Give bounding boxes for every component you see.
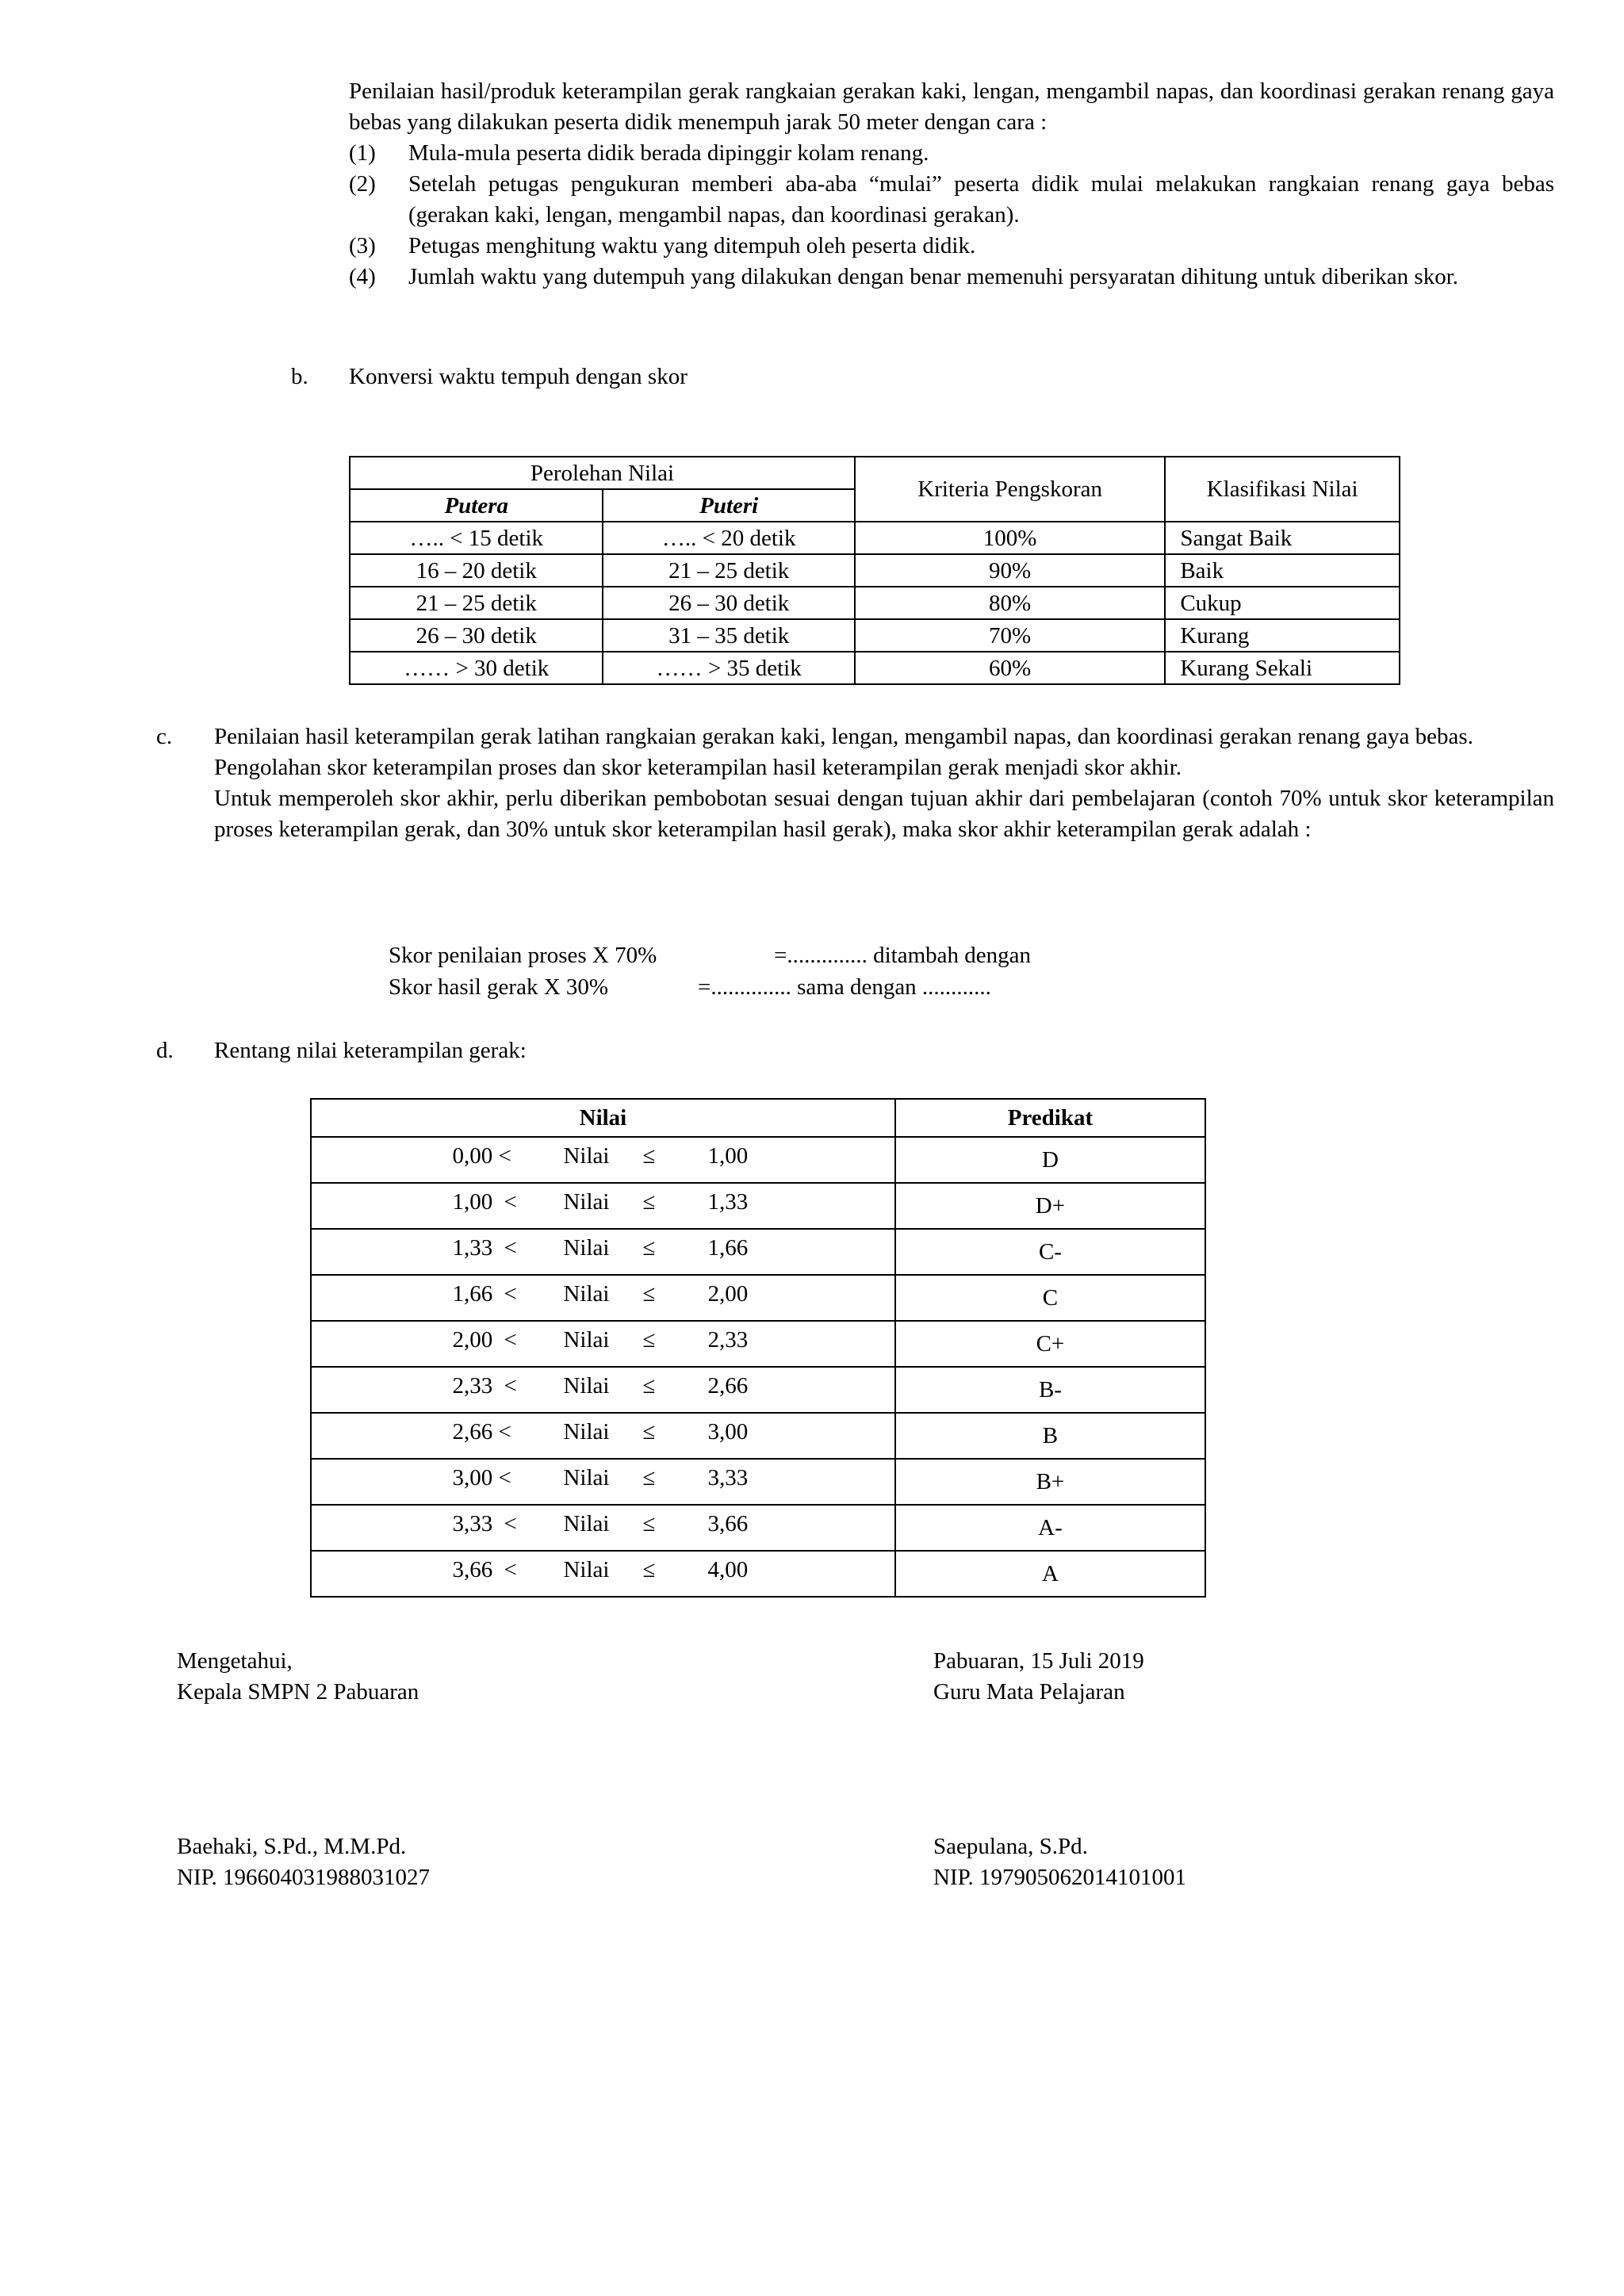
cell-kriteria: 60% xyxy=(855,652,1165,684)
cell-predikat: A- xyxy=(895,1505,1205,1551)
cell-nilai-range xyxy=(311,1367,895,1413)
cell-klasifikasi: Kurang Sekali xyxy=(1165,652,1400,684)
section-c-paragraph-2: Pengolahan skor keterampilan proses dan skor keterampilan hasil keterampilan gerak menjadi skor akhir. xyxy=(214,755,1182,780)
formula-line-2 xyxy=(389,972,991,1003)
range-lt: < xyxy=(504,1327,517,1353)
table-row xyxy=(311,1505,1205,1551)
cell-predikat: C xyxy=(895,1275,1205,1321)
section-c-paragraph-3: Untuk memperoleh skor akhir, perlu diberikan pembobotan sesuai dengan tujuan akhir dari pembelajaran (contoh 70% untuk skor keterampilan proses keterampilan gerak, dan 30% untuk skor keterampilan hasil gerak), maka skor akhir keterampilan gerak adalah : xyxy=(214,786,1554,842)
range-lt: < xyxy=(504,1557,517,1582)
procedure-steps xyxy=(349,138,1554,293)
step-number: (3) xyxy=(349,233,376,258)
signature-right-line2: Guru Mata Pelajaran xyxy=(933,1679,1125,1705)
range-high: 1,33 xyxy=(707,1189,749,1215)
header-nilai: Nilai xyxy=(311,1099,895,1137)
range-op: ≤ xyxy=(642,1327,656,1353)
procedure-step xyxy=(349,138,1554,169)
table-row xyxy=(311,1413,1205,1459)
signature-right-nip: NIP. 197905062014101001 xyxy=(933,1865,1187,1890)
cell-puteri: 31 – 35 detik xyxy=(603,619,854,652)
cell-nilai-range xyxy=(311,1551,895,1597)
signature-left xyxy=(177,1646,430,1893)
table-row xyxy=(311,1137,1205,1183)
header-kriteria: Kriteria Pengskoran xyxy=(855,457,1165,522)
signature-right-name: Saepulana, S.Pd. xyxy=(933,1834,1088,1859)
table-row xyxy=(350,587,1400,619)
section-c-label: c. xyxy=(156,724,173,749)
cell-predikat: B xyxy=(895,1413,1205,1459)
section-c-body xyxy=(214,721,1554,845)
cell-putera: 16 – 20 detik xyxy=(350,554,603,587)
cell-nilai-range xyxy=(311,1413,895,1459)
signature-left-line1: Mengetahui, xyxy=(177,1648,293,1674)
grade-range-table xyxy=(310,1098,1206,1598)
cell-klasifikasi: Baik xyxy=(1165,554,1400,587)
range-op: ≤ xyxy=(642,1511,656,1536)
header-predikat: Predikat xyxy=(895,1099,1205,1137)
cell-nilai-range xyxy=(311,1137,895,1183)
header-puteri: Puteri xyxy=(603,489,854,522)
cell-nilai-range xyxy=(311,1321,895,1367)
step-text: Jumlah waktu yang dutempuh yang dilakukan dengan benar memenuhi persyaratan dihitung untuk diberikan skor. xyxy=(408,264,1459,289)
range-nilai: Nilai xyxy=(563,1143,610,1169)
range-op: ≤ xyxy=(642,1557,656,1582)
range-nilai: Nilai xyxy=(563,1419,610,1445)
cell-putera: ….. < 15 detik xyxy=(350,522,603,554)
procedure-step xyxy=(349,262,1554,293)
step-number: (1) xyxy=(349,140,376,166)
table-row xyxy=(311,1229,1205,1275)
cell-nilai-range xyxy=(311,1183,895,1229)
cell-predikat: B+ xyxy=(895,1459,1205,1505)
table-row xyxy=(311,1367,1205,1413)
range-nilai: Nilai xyxy=(563,1557,610,1582)
cell-nilai-range xyxy=(311,1275,895,1321)
range-nilai: Nilai xyxy=(563,1189,610,1215)
assessment-procedure xyxy=(349,76,1554,293)
header-klasifikasi: Klasifikasi Nilai xyxy=(1165,457,1400,522)
section-d-label: d. xyxy=(156,1038,174,1063)
cell-putera: 21 – 25 detik xyxy=(350,587,603,619)
formula-2-right: =.............. sama dengan ............ xyxy=(698,974,991,1000)
range-op: ≤ xyxy=(642,1189,656,1215)
cell-nilai-range xyxy=(311,1505,895,1551)
step-number: (4) xyxy=(349,264,376,289)
cell-puteri: 21 – 25 detik xyxy=(603,554,854,587)
signature-left-line2: Kepala SMPN 2 Pabuaran xyxy=(177,1679,419,1705)
range-nilai: Nilai xyxy=(563,1327,610,1353)
time-conversion-table xyxy=(349,456,1400,685)
step-text: Petugas menghitung waktu yang ditempuh oleh peserta didik. xyxy=(408,233,976,258)
section-c-paragraph-1: Penilaian hasil keterampilan gerak latihan rangkaian gerakan kaki, lengan, mengambil napas, dan koordinasi gerakan renang gaya bebas. xyxy=(214,724,1473,749)
range-low: 2,66 < xyxy=(452,1419,511,1445)
range-high: 3,66 xyxy=(707,1511,749,1536)
cell-predikat: D+ xyxy=(895,1183,1205,1229)
formula-line-1 xyxy=(389,940,1032,971)
table-row xyxy=(311,1551,1205,1597)
range-nilai: Nilai xyxy=(563,1465,610,1490)
section-d-title: Rentang nilai keterampilan gerak: xyxy=(214,1038,527,1063)
intro-paragraph: Penilaian hasil/produk keterampilan gerak rangkaian gerakan kaki, lengan, mengambil napas, dan koordinasi gerakan renang gaya bebas yang dilakukan peserta didik menempuh jarak 50 meter dengan cara : xyxy=(349,78,1554,135)
procedure-step xyxy=(349,231,1554,262)
range-low: 1,00 xyxy=(452,1189,493,1215)
range-lt: < xyxy=(504,1189,517,1215)
range-nilai: Nilai xyxy=(563,1373,610,1399)
range-high: 2,66 xyxy=(707,1373,749,1399)
cell-puteri: ….. < 20 detik xyxy=(603,522,854,554)
signature-right-line1: Pabuaran, 15 Juli 2019 xyxy=(933,1648,1144,1674)
table-row xyxy=(311,1275,1205,1321)
range-low: 3,00 < xyxy=(452,1465,511,1490)
header-putera: Putera xyxy=(350,489,603,522)
cell-kriteria: 100% xyxy=(855,522,1165,554)
range-low: 1,66 xyxy=(452,1281,493,1307)
table-row xyxy=(311,1183,1205,1229)
range-high: 4,00 xyxy=(707,1557,749,1582)
formula-1-right: =.............. ditambah dengan xyxy=(774,943,1032,968)
range-lt: < xyxy=(504,1511,517,1536)
cell-nilai-range xyxy=(311,1459,895,1505)
range-nilai: Nilai xyxy=(563,1281,610,1307)
range-high: 2,00 xyxy=(707,1281,749,1307)
procedure-step xyxy=(349,169,1554,231)
step-number: (2) xyxy=(349,171,376,197)
range-op: ≤ xyxy=(642,1373,656,1399)
cell-putera: 26 – 30 detik xyxy=(350,619,603,652)
range-op: ≤ xyxy=(642,1465,656,1490)
range-op: ≤ xyxy=(642,1235,656,1261)
section-b-title: Konversi waktu tempuh dengan skor xyxy=(349,364,688,389)
cell-predikat: D xyxy=(895,1137,1205,1183)
header-perolehan-nilai: Perolehan Nilai xyxy=(350,457,855,489)
range-op: ≤ xyxy=(642,1419,656,1445)
cell-predikat: C- xyxy=(895,1229,1205,1275)
table-row xyxy=(311,1321,1205,1367)
cell-predikat: B- xyxy=(895,1367,1205,1413)
range-low: 2,00 xyxy=(452,1327,493,1353)
table-row xyxy=(350,522,1400,554)
cell-klasifikasi: Sangat Baik xyxy=(1165,522,1400,554)
range-high: 1,00 xyxy=(707,1143,749,1169)
formula-1-left: Skor penilaian proses X 70% xyxy=(389,943,657,968)
range-lt: < xyxy=(504,1373,517,1399)
range-high: 2,33 xyxy=(707,1327,749,1353)
range-low: 2,33 xyxy=(452,1373,493,1399)
range-nilai: Nilai xyxy=(563,1235,610,1261)
range-low: 0,00 < xyxy=(452,1143,511,1169)
cell-predikat: C+ xyxy=(895,1321,1205,1367)
range-high: 3,33 xyxy=(707,1465,749,1490)
range-op: ≤ xyxy=(642,1281,656,1307)
table-row xyxy=(350,619,1400,652)
formula-2-left: Skor hasil gerak X 30% xyxy=(389,974,609,1000)
range-low: 3,33 xyxy=(452,1511,493,1536)
signature-right xyxy=(933,1646,1186,1893)
cell-nilai-range xyxy=(311,1229,895,1275)
range-low: 1,33 xyxy=(452,1235,493,1261)
range-nilai: Nilai xyxy=(563,1511,610,1536)
step-text: Mula-mula peserta didik berada dipinggir kolam renang. xyxy=(408,140,929,166)
table-row xyxy=(350,554,1400,587)
cell-putera: …… > 30 detik xyxy=(350,652,603,684)
range-lt: < xyxy=(504,1281,517,1307)
range-lt: < xyxy=(504,1235,517,1261)
table-row xyxy=(350,652,1400,684)
cell-kriteria: 90% xyxy=(855,554,1165,587)
range-high: 1,66 xyxy=(707,1235,749,1261)
table-row xyxy=(311,1459,1205,1505)
cell-kriteria: 80% xyxy=(855,587,1165,619)
step-text: Setelah petugas pengukuran memberi aba-aba “mulai” peserta didik mulai melakukan rangkaian renang gaya bebas (gerakan kaki, lengan, mengambil napas, dan koordinasi gerakan). xyxy=(408,171,1554,228)
range-op: ≤ xyxy=(642,1143,656,1169)
cell-puteri: …… > 35 detik xyxy=(603,652,854,684)
cell-puteri: 26 – 30 detik xyxy=(603,587,854,619)
cell-kriteria: 70% xyxy=(855,619,1165,652)
signature-left-name: Baehaki, S.Pd., M.M.Pd. xyxy=(177,1834,407,1859)
cell-predikat: A xyxy=(895,1551,1205,1597)
range-high: 3,00 xyxy=(707,1419,749,1445)
signature-left-nip: NIP. 196604031988031027 xyxy=(177,1865,431,1890)
section-b-label: b. xyxy=(291,364,308,389)
cell-klasifikasi: Kurang xyxy=(1165,619,1400,652)
range-low: 3,66 xyxy=(452,1557,493,1582)
cell-klasifikasi: Cukup xyxy=(1165,587,1400,619)
